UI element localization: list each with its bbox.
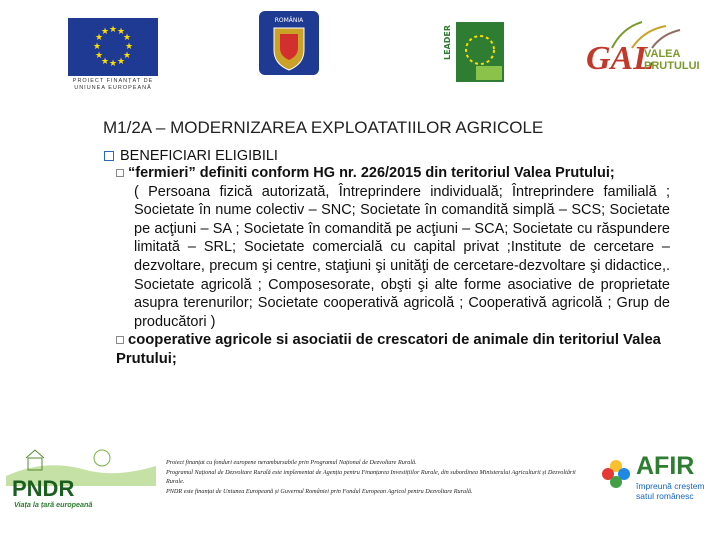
slide-title: M1/2A – MODERNIZAREA EXPLOATATIILOR AGRICOLE: [103, 118, 544, 137]
svg-text:★: ★: [92, 42, 102, 52]
eu-caption-line2: UNIUNEA EUROPEANĂ: [74, 85, 152, 91]
afir-tag-line2: satul românesc: [636, 490, 694, 501]
pndr-label: PNDR: [12, 476, 75, 501]
eu-flag-logo: [68, 18, 158, 90]
square-bullet-icon: [116, 169, 124, 177]
svg-text:★: ★: [122, 33, 132, 43]
square-bullet-icon: [104, 151, 114, 161]
item2-text: cooperative agricole si asociatii de crescatori de animale din teritoriul Valea Prutului;: [116, 332, 661, 367]
footer-line3: PNDR este finanțat de Uniunea Europeană și Guvernul României prin Fondul European Agricol pentru Dezvoltare Rurală.: [166, 487, 473, 495]
pndr-tagline: Viața la țară europeană: [14, 500, 93, 509]
leader-label: LEADER: [443, 24, 452, 60]
svg-text:★: ★: [94, 51, 104, 61]
svg-text:★: ★: [108, 25, 118, 35]
gal-sub-line1: VALEA: [644, 48, 681, 60]
svg-text:★: ★: [124, 42, 134, 52]
svg-text:★: ★: [100, 57, 110, 67]
svg-text:★: ★: [100, 27, 110, 37]
heading-beneficiari: [104, 148, 674, 164]
leader-logo: [442, 20, 506, 84]
eu-stars-icon: [68, 18, 158, 76]
item1-lead: “fermieri” definiti conform HG nr. 226/2015 din teritoriul Valea Prutului;: [128, 165, 615, 181]
svg-text:★: ★: [116, 57, 126, 67]
coat-of-arms-icon: [258, 10, 320, 76]
list-item-fermieri: [116, 164, 674, 183]
afir-logo: [598, 446, 716, 510]
afir-label: AFIR: [636, 452, 695, 480]
footer-funding-text: [166, 458, 590, 496]
gal-valea-prutului-logo: [582, 20, 700, 84]
afir-tag-line1: împreună creștem: [636, 481, 705, 491]
footer-line2: Programul Național de Dezvoltare Rurală este implementat de Agenția pentru Finanțarea Investițiilor Rurale, din subordinea Ministerului Agriculturii și Dezvoltării Rurale.: [166, 468, 576, 485]
svg-text:★: ★: [116, 27, 126, 37]
eu-caption-line1: PROIECT FINANȚAT DE: [72, 78, 154, 84]
gal-sub-line2: PRUTULUI: [644, 60, 700, 72]
svg-text:★: ★: [122, 51, 132, 61]
svg-text:★: ★: [108, 59, 118, 69]
item1-detail: ( Persoana fizică autorizată, Întreprindere individuală; Întreprindere familială ; Societate în nume colectiv – SNC; Societate în comandită simplă – SCS; Societate pe acţiuni – SA ; Societate în comandită pe acţiuni – SCA; Societate cu răspundere limitată – SRL; Societate comercială cu capital privat ;Institute de cercetare – dezvoltare, precum şi centre, staţiuni şi unităţi de cercetare-dezvoltare şi didactice,. Societate agricolă ; Composesorate, obşti şi alte forme asociative de proprietate asupra terenurilor; Societate cooperativă agricolă ; Cooperativă agricolă ; Grup de producători ): [134, 183, 670, 330]
romania-crest-logo: [258, 10, 320, 76]
pndr-logo: [6, 446, 156, 510]
romania-crest-text: ROMÂNIA: [274, 17, 304, 24]
square-bullet-icon: [116, 336, 124, 344]
heading-text: BENEFICIARI ELIGIBILI: [120, 148, 278, 164]
list-item-cooperative: [116, 331, 674, 368]
svg-text:★: ★: [94, 33, 104, 43]
leader-emblem-icon: [442, 20, 506, 84]
footer-line1: Proiect finanțat cu fonduri europene nerambursabile prin Programul Național de Dezvoltare Rurală.: [166, 459, 417, 466]
slide-content: [104, 148, 674, 369]
flower-icon: [598, 452, 634, 502]
gal-label: GAL: [586, 40, 654, 77]
